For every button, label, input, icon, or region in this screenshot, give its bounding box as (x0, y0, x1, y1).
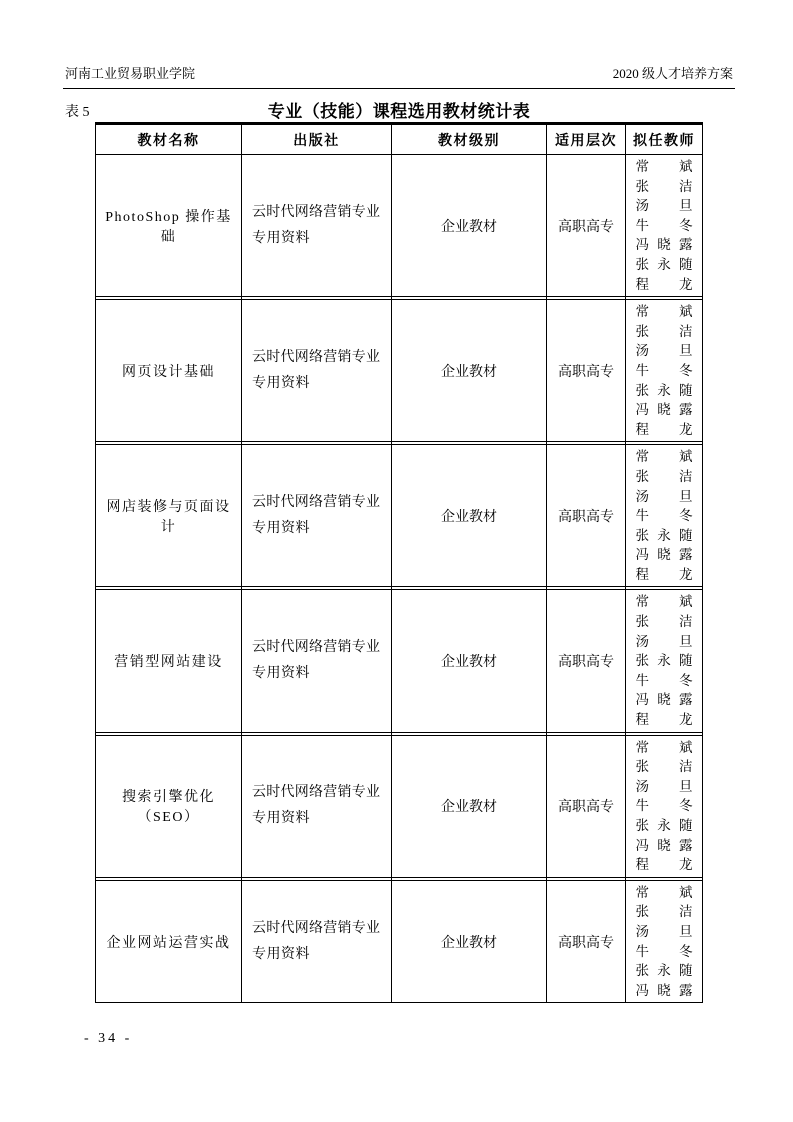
teacher-name: 常 斌 (635, 159, 693, 174)
teacher-name: 冯 晓 露 (635, 692, 693, 708)
teacher-name: 冯 晓 露 (635, 237, 693, 253)
teacher-name: 张 永 随 (635, 963, 693, 979)
page-title: 专业（技能）课程选用教材统计表 (267, 102, 531, 121)
teacher-name: 汤 旦 (635, 198, 693, 214)
table-header-row (96, 125, 702, 155)
publisher-line: 专用资料 (252, 811, 310, 827)
teacher-name: 常 斌 (635, 884, 693, 900)
column-header-tier: 适用层次 (547, 125, 626, 154)
teacher-name: 张 洁 (635, 178, 693, 194)
teacher-name: 张 永 随 (635, 256, 693, 272)
page-number: - 34 - (84, 1031, 133, 1046)
textbook-table (95, 122, 703, 1003)
teacher-name: 程 龙 (635, 712, 693, 728)
level-cell: 企业教材 (392, 590, 547, 731)
level-cell: 企业教材 (392, 736, 547, 877)
table-label: 表 5 (65, 105, 90, 120)
teacher-name: 牛 冬 (635, 672, 693, 688)
publisher-line: 专用资料 (252, 520, 310, 536)
teachers-cell (626, 445, 702, 586)
tier-cell: 高职高专 (547, 881, 626, 1003)
teacher-name: 汤 旦 (635, 923, 693, 939)
table-row (96, 590, 702, 731)
teacher-name: 张 洁 (635, 323, 693, 339)
teachers-cell (626, 590, 702, 731)
publisher-line: 云 时 代 网 络 营 销 专 业 (252, 785, 380, 801)
plan-name: 2020 级人才培养方案 (612, 66, 733, 81)
teacher-name: 冯 晓 露 (635, 837, 693, 853)
publisher-cell (242, 300, 392, 441)
textbook-name-cell: 网店装修与页面设计 (96, 445, 242, 586)
teacher-name: 牛 冬 (635, 508, 693, 524)
publisher-cell (242, 736, 392, 877)
table-row (96, 445, 702, 586)
tier-cell: 高职高专 (547, 300, 626, 441)
textbook-name-cell: PhotoShop 操作基础 (96, 155, 242, 296)
teacher-name: 程 龙 (635, 566, 693, 582)
teacher-name: 常 斌 (635, 739, 693, 755)
column-header-publisher: 出版社 (242, 125, 392, 154)
tier-cell: 高职高专 (547, 736, 626, 877)
teacher-name: 张 洁 (635, 904, 693, 920)
teacher-name: 牛 冬 (635, 798, 693, 814)
teachers-cell (626, 155, 702, 296)
teacher-name: 常 斌 (635, 304, 693, 320)
publisher-line: 专用资料 (252, 666, 310, 682)
table-row (96, 881, 702, 1003)
table-row (96, 155, 702, 296)
teacher-name: 张 永 随 (635, 382, 693, 398)
table-row (96, 300, 702, 441)
teacher-name: 程 龙 (635, 421, 693, 437)
teacher-name: 牛 冬 (635, 943, 693, 959)
teacher-name: 张 洁 (635, 468, 693, 484)
teacher-name: 冯 晓 露 (635, 402, 693, 418)
teachers-cell (626, 300, 702, 441)
publisher-line: 云 时 代 网 络 营 销 专 业 (252, 494, 380, 510)
textbook-name-cell: 营销型网站建设 (96, 590, 242, 731)
teacher-name: 张 永 随 (635, 527, 693, 543)
level-cell: 企业教材 (392, 881, 547, 1003)
publisher-line: 云 时 代 网 络 营 销 专 业 (252, 204, 380, 220)
publisher-line: 专用资料 (252, 375, 310, 391)
publisher-line: 云 时 代 网 络 营 销 专 业 (252, 920, 380, 936)
tier-cell: 高职高专 (547, 155, 626, 296)
teachers-cell (626, 736, 702, 877)
column-header-level: 教材级别 (392, 125, 547, 154)
teacher-name: 汤 旦 (635, 778, 693, 794)
teacher-name: 汤 旦 (635, 633, 693, 649)
teacher-name: 常 斌 (635, 449, 693, 465)
textbook-name-cell: 企业网站运营实战 (96, 881, 242, 1003)
teacher-name: 冯 晓 露 (635, 547, 693, 563)
teacher-name: 牛 冬 (635, 362, 693, 378)
teacher-name: 程 龙 (635, 276, 693, 292)
publisher-line: 专用资料 (252, 230, 310, 246)
teacher-name: 常 斌 (635, 594, 693, 610)
school-name: 河南工业贸易职业学院 (65, 66, 196, 81)
teacher-name: 冯 晓 露 (635, 982, 693, 998)
table-body (96, 155, 702, 1002)
teacher-name: 牛 冬 (635, 217, 693, 233)
teacher-name: 张 永 随 (635, 818, 693, 833)
publisher-line: 云 时 代 网 络 营 销 专 业 (252, 349, 380, 365)
table-row (96, 736, 702, 877)
publisher-line: 云 时 代 网 络 营 销 专 业 (252, 640, 380, 656)
column-header-textbook-name: 教材名称 (96, 125, 242, 154)
level-cell: 企业教材 (392, 155, 547, 296)
teacher-name: 张 洁 (635, 614, 693, 630)
teacher-name: 程 龙 (635, 857, 693, 873)
publisher-cell (242, 445, 392, 586)
teacher-name: 汤 旦 (635, 488, 693, 504)
publisher-cell (242, 155, 392, 296)
level-cell: 企业教材 (392, 300, 547, 441)
tier-cell: 高职高专 (547, 445, 626, 586)
tier-cell: 高职高专 (547, 590, 626, 731)
level-cell: 企业教材 (392, 445, 547, 586)
textbook-name-cell: 搜索引擎优化（SEO） (96, 736, 242, 877)
running-header (65, 66, 733, 82)
column-header-teachers: 拟任教师 (633, 131, 695, 148)
publisher-line: 专用资料 (252, 946, 310, 962)
teacher-name: 张 洁 (635, 759, 693, 775)
textbook-name-cell: 网页设计基础 (96, 300, 242, 441)
teacher-name: 张 永 随 (635, 653, 693, 669)
header-rule (63, 88, 735, 89)
title-row (65, 97, 733, 121)
publisher-cell (242, 590, 392, 731)
teacher-name: 汤 旦 (635, 343, 693, 359)
teachers-cell (626, 881, 702, 1003)
publisher-cell (242, 881, 392, 1003)
